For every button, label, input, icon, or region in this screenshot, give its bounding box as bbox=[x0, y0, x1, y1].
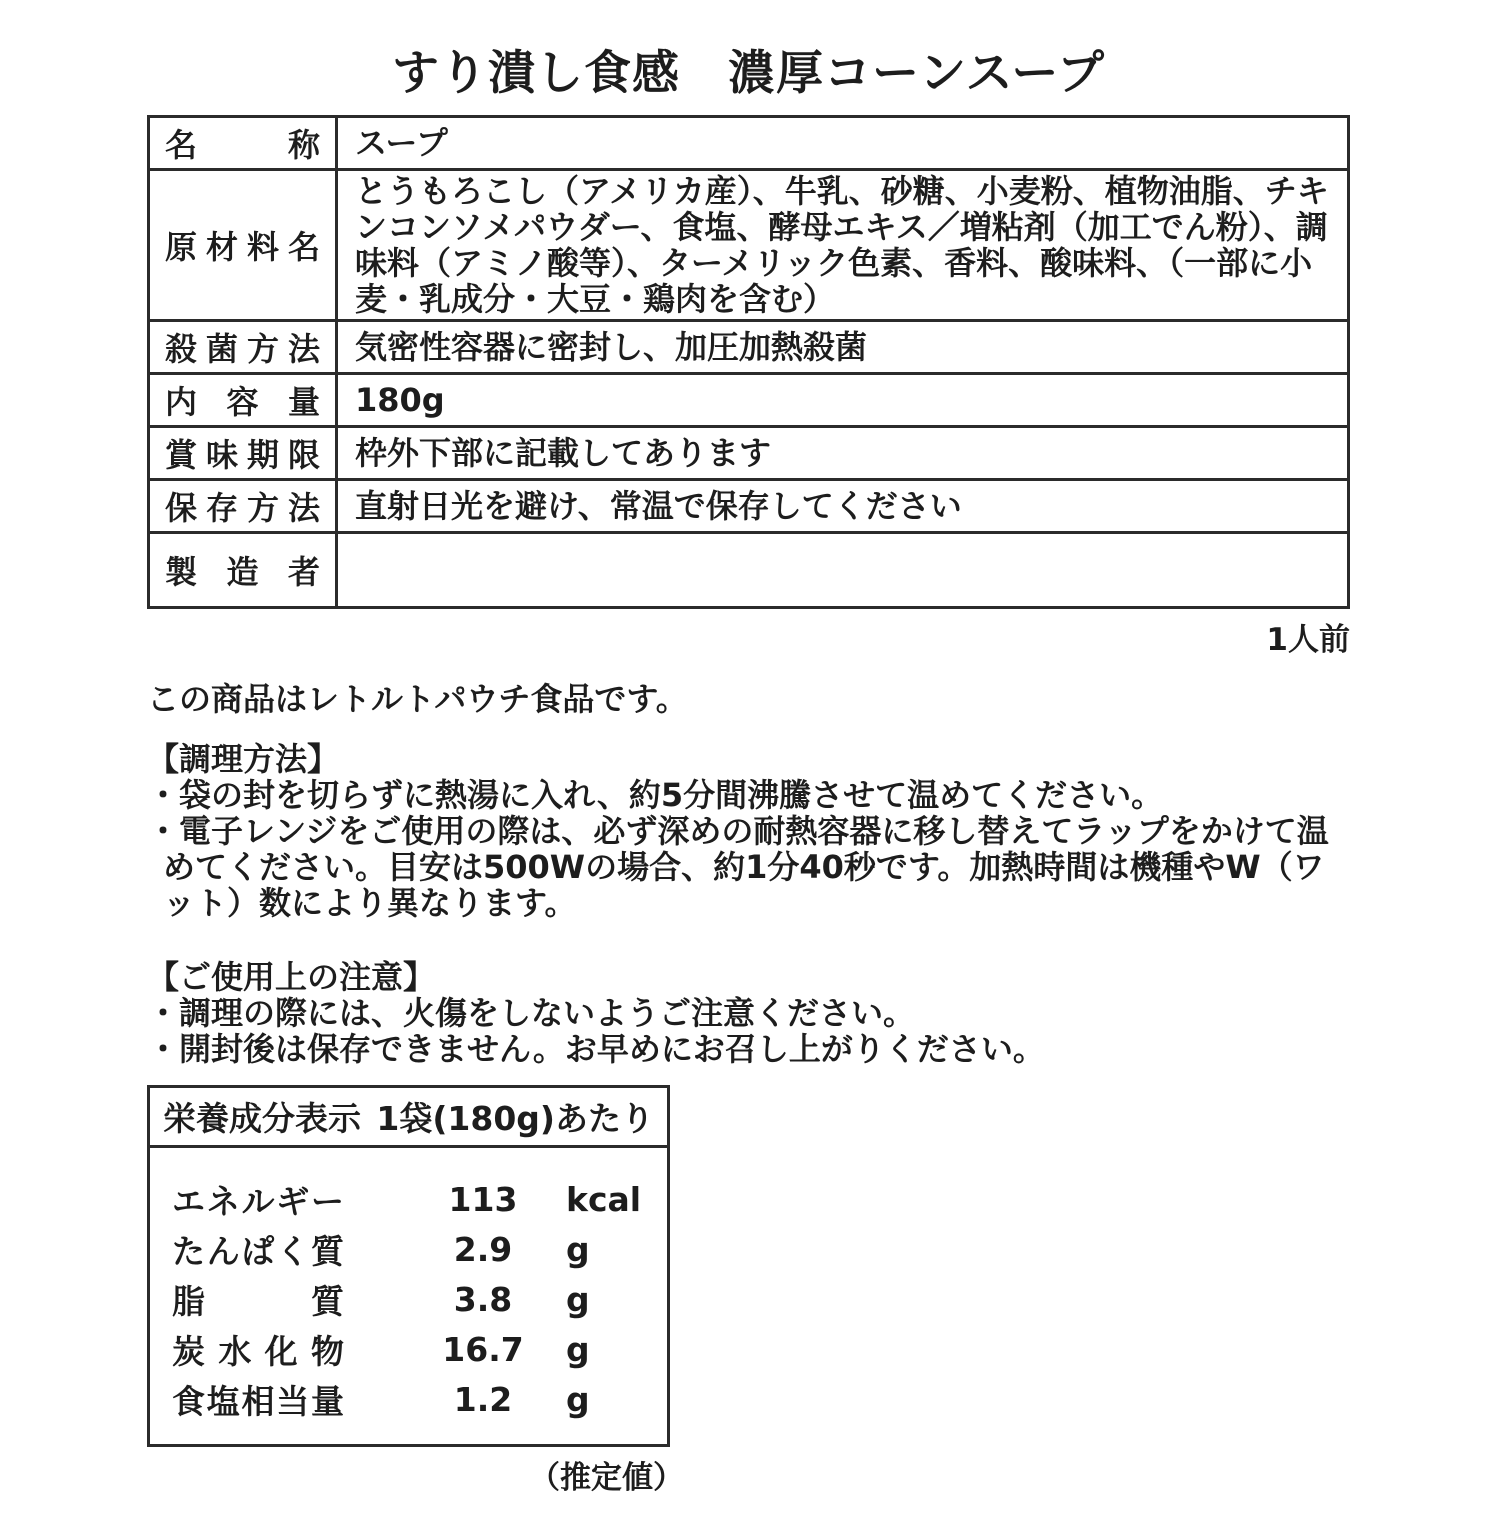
spec-label-net-content: 内容量 bbox=[149, 374, 337, 427]
spec-row-storage bbox=[149, 480, 1349, 533]
nutrition-body bbox=[150, 1148, 667, 1444]
cooking-instruction: ・電子レンジをご使用の際は、必ず深めの耐熱容器に移し替えてラップをかけて温めてください。目安は500Wの場合、約1分40秒です。加熱時間は機種やW（ワット）数により異なります。 bbox=[147, 812, 1329, 922]
retort-pouch-note: この商品はレトルトパウチ食品です。 bbox=[147, 680, 688, 718]
spec-value-ingredients: とうもろこし（アメリカ産）、牛乳、砂糖、小麦粉、植物油脂、チキンコンソメパウダー、食塩、酵母エキス／増粘剤（加工でん粉）、調味料（アミノ酸等）、ターメリック色素、香料、酸味料、（一部に小麦・乳成分・大豆・鶏肉を含む） bbox=[337, 170, 1349, 321]
spec-row-manufacturer bbox=[149, 533, 1349, 608]
spec-row-name bbox=[149, 117, 1349, 170]
spec-value-name: スープ bbox=[337, 117, 1349, 170]
spec-label-sterilization: 殺菌方法 bbox=[149, 321, 337, 374]
caution-item: ・調理の際には、火傷をしないようご注意ください。 bbox=[147, 994, 916, 1032]
cooking-heading: 【調理方法】 bbox=[147, 740, 340, 778]
product-title: すり潰し食感 濃厚コーンスープ bbox=[392, 46, 1105, 101]
spec-row-sterilization bbox=[149, 321, 1349, 374]
spec-value-best-before: 枠外下部に記載してあります bbox=[337, 427, 1349, 480]
spec-value-manufacturer bbox=[337, 533, 1349, 608]
nutrition-row-energy bbox=[172, 1174, 667, 1224]
nutrition-row-protein bbox=[172, 1224, 667, 1274]
spec-value-net-content: 180g bbox=[337, 374, 1349, 427]
spec-table bbox=[147, 115, 1350, 609]
spec-value-storage: 直射日光を避け、常温で保存してください bbox=[337, 480, 1349, 533]
nutrition-row-salt bbox=[172, 1374, 667, 1424]
caution-item: ・開封後は保存できません。お早めにお召し上がりください。 bbox=[147, 1030, 1045, 1068]
nutrition-value: 16.7 bbox=[442, 1329, 524, 1369]
cooking-instruction: ・袋の封を切らずに熱湯に入れ、約5分間沸騰させて温めてください。 bbox=[147, 776, 1164, 814]
nutrition-value: 113 bbox=[448, 1179, 518, 1219]
nutrition-unit: g bbox=[566, 1329, 590, 1369]
caution-heading: 【ご使用上の注意】 bbox=[147, 958, 436, 996]
nutrition-title: 栄養成分表示 bbox=[163, 1099, 361, 1138]
spec-row-net-content bbox=[149, 374, 1349, 427]
nutrition-row-fat bbox=[172, 1274, 667, 1324]
label-page bbox=[147, 36, 1350, 1497]
nutrition-value: 2.9 bbox=[453, 1229, 513, 1269]
nutrition-label: 脂質 bbox=[172, 1281, 344, 1321]
spec-value-sterilization: 気密性容器に密封し、加圧加熱殺菌 bbox=[337, 321, 1349, 374]
spec-label-manufacturer: 製造者 bbox=[149, 533, 337, 608]
nutrition-value: 1.2 bbox=[453, 1379, 513, 1419]
nutrition-label: 炭水化物 bbox=[172, 1331, 344, 1371]
nutrition-label: エネルギー bbox=[172, 1181, 344, 1221]
spec-label-ingredients: 原材料名 bbox=[149, 170, 337, 321]
spec-row-ingredients bbox=[149, 170, 1349, 321]
nutrition-row-carbohydrate bbox=[172, 1324, 667, 1374]
spec-label-name: 名称 bbox=[149, 117, 337, 170]
spec-label-best-before: 賞味期限 bbox=[149, 427, 337, 480]
nutrition-header bbox=[150, 1088, 667, 1148]
nutrition-unit: g bbox=[566, 1279, 590, 1319]
nutrition-label: 食塩相当量 bbox=[172, 1381, 344, 1421]
estimate-note: （推定値） bbox=[529, 1460, 684, 1496]
spec-label-storage: 保存方法 bbox=[149, 480, 337, 533]
nutrition-unit: kcal bbox=[566, 1179, 642, 1219]
nutrition-value: 3.8 bbox=[453, 1279, 513, 1319]
nutrition-table bbox=[147, 1085, 670, 1447]
nutrition-unit: g bbox=[566, 1379, 590, 1419]
nutrition-unit: g bbox=[566, 1229, 590, 1269]
spec-row-best-before bbox=[149, 427, 1349, 480]
nutrition-per-note: 1袋(180g)あたり bbox=[376, 1099, 654, 1138]
serving-note: 1人前 bbox=[1266, 622, 1350, 658]
nutrition-label: たんぱく質 bbox=[172, 1231, 344, 1271]
